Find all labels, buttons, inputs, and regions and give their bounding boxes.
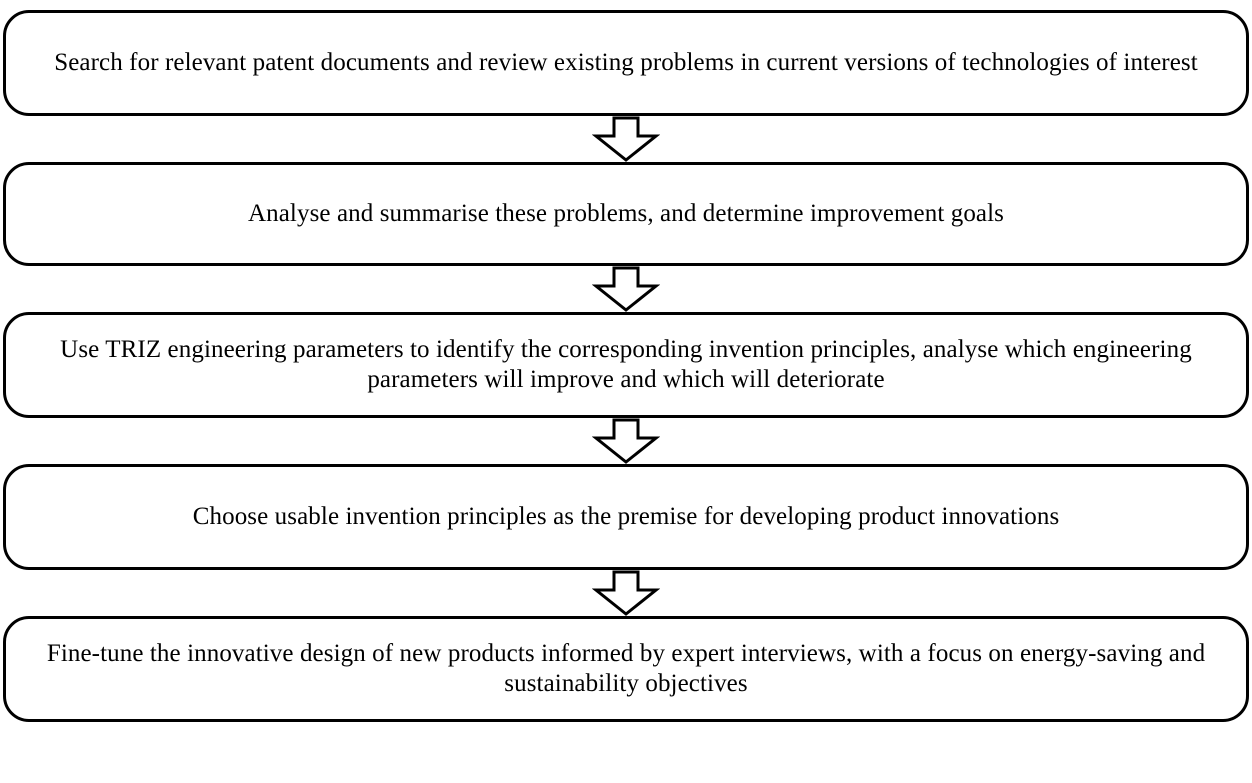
flow-step-2: [3, 162, 1249, 266]
flow-step-4-label: Choose usable invention principles as the premise for developing product innovations: [192, 502, 1060, 530]
flow-step-2-label: Analyse and summarise these problems, and determine improvement goals: [247, 199, 1004, 227]
flow-arrow-1: [592, 116, 660, 162]
flow-arrow-2: [592, 266, 660, 312]
flow-step-5-label: Fine-tune the innovative design of new products informed by expert interviews, with a focus on energy-saving and sustainability objectives: [46, 639, 1206, 697]
flow-step-3-label: Use TRIZ engineering parameters to identify the corresponding invention principles, analyse which engineering parameters will improve and which will deteriorate: [60, 335, 1192, 393]
flow-step-1: [3, 10, 1249, 116]
flow-step-3: [3, 312, 1249, 418]
flow-arrow-3: [592, 418, 660, 464]
flow-step-5: [3, 616, 1249, 722]
flow-step-1-label: Search for relevant patent documents and review existing problems in current versions of technologies of interest: [54, 48, 1198, 76]
flow-step-4: [3, 464, 1249, 570]
flow-arrow-4: [592, 570, 660, 616]
